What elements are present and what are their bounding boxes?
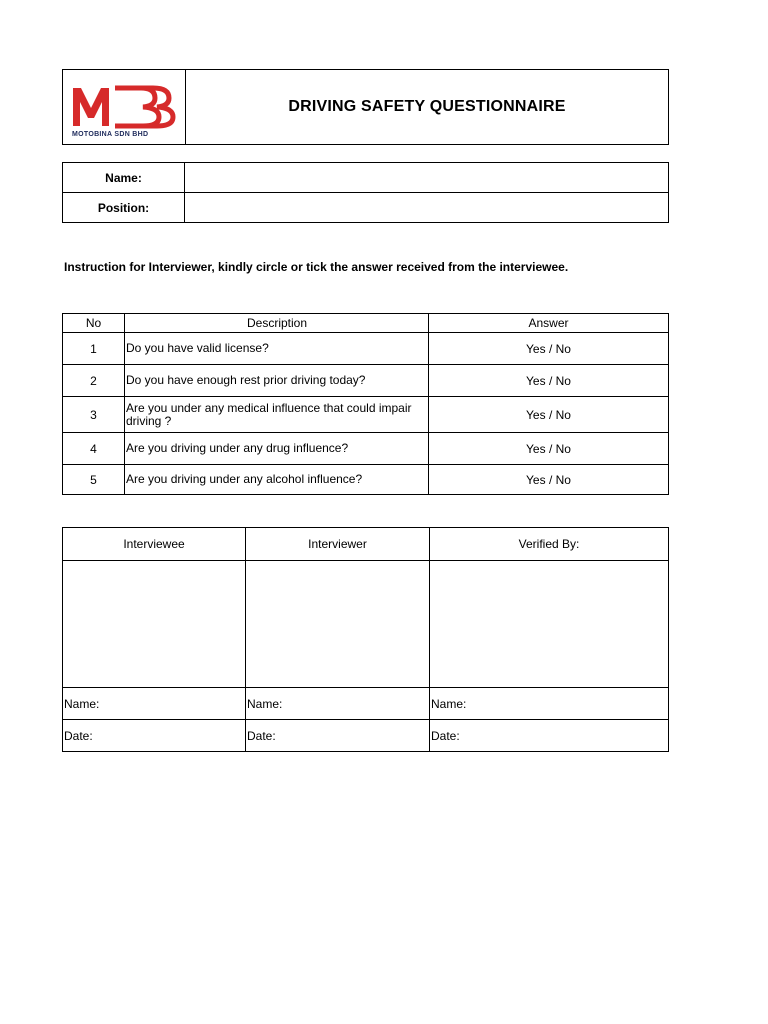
question-description: Do you have valid license?	[125, 333, 429, 365]
header-interviewer: Interviewer	[246, 528, 430, 561]
interviewer-signature-area[interactable]	[246, 561, 430, 688]
answer-cell[interactable]: Yes / No	[429, 433, 669, 465]
answer-cell[interactable]: Yes / No	[429, 465, 669, 495]
interviewer-name-field[interactable]: Name:	[246, 688, 430, 720]
interviewee-name-field[interactable]: Name:	[63, 688, 246, 720]
signature-header-row	[63, 528, 669, 561]
company-logo	[63, 74, 185, 134]
questions-table	[62, 313, 669, 495]
position-row	[63, 193, 669, 223]
header-no: No	[63, 314, 125, 333]
verifier-date-field[interactable]: Date:	[430, 720, 669, 752]
header-verified-by: Verified By:	[430, 528, 669, 561]
table-row	[63, 365, 669, 397]
title-cell	[186, 70, 668, 144]
page-title: DRIVING SAFETY QUESTIONNAIRE	[288, 98, 566, 115]
verifier-name-field[interactable]: Name:	[430, 688, 669, 720]
position-label: Position:	[63, 193, 185, 223]
table-row	[63, 465, 669, 495]
table-row	[63, 433, 669, 465]
name-field[interactable]	[185, 163, 669, 193]
table-header-row	[63, 314, 669, 333]
document-header	[62, 69, 669, 145]
verifier-signature-area[interactable]	[430, 561, 669, 688]
answer-cell[interactable]: Yes / No	[429, 397, 669, 433]
interviewee-signature-area[interactable]	[63, 561, 246, 688]
question-description: Are you driving under any drug influence?	[125, 433, 429, 465]
name-label: Name:	[63, 163, 185, 193]
interviewee-date-field[interactable]: Date:	[63, 720, 246, 752]
interviewer-date-field[interactable]: Date:	[246, 720, 430, 752]
question-description: Are you under any medical influence that could impair driving ?	[125, 397, 429, 433]
table-row	[63, 333, 669, 365]
question-no: 3	[63, 397, 125, 433]
signature-name-row	[63, 688, 669, 720]
question-no: 4	[63, 433, 125, 465]
signature-date-row	[63, 720, 669, 752]
question-description: Do you have enough rest prior driving today?	[125, 365, 429, 397]
instruction-text: Instruction for Interviewer, kindly circle or tick the answer received from the interviewee.	[64, 260, 569, 274]
position-field[interactable]	[185, 193, 669, 223]
signature-area-row	[63, 561, 669, 688]
table-row	[63, 397, 669, 433]
logo-cell	[63, 70, 186, 144]
header-interviewee: Interviewee	[63, 528, 246, 561]
question-no: 1	[63, 333, 125, 365]
header-description: Description	[125, 314, 429, 333]
info-table	[62, 162, 669, 223]
question-no: 5	[63, 465, 125, 495]
signature-table	[62, 527, 669, 752]
header-answer: Answer	[429, 314, 669, 333]
answer-cell[interactable]: Yes / No	[429, 365, 669, 397]
answer-cell[interactable]: Yes / No	[429, 333, 669, 365]
question-description: Are you driving under any alcohol influence?	[125, 465, 429, 495]
name-row	[63, 163, 669, 193]
logo-text: MOTOBINA SDN BHD	[72, 131, 149, 138]
question-no: 2	[63, 365, 125, 397]
